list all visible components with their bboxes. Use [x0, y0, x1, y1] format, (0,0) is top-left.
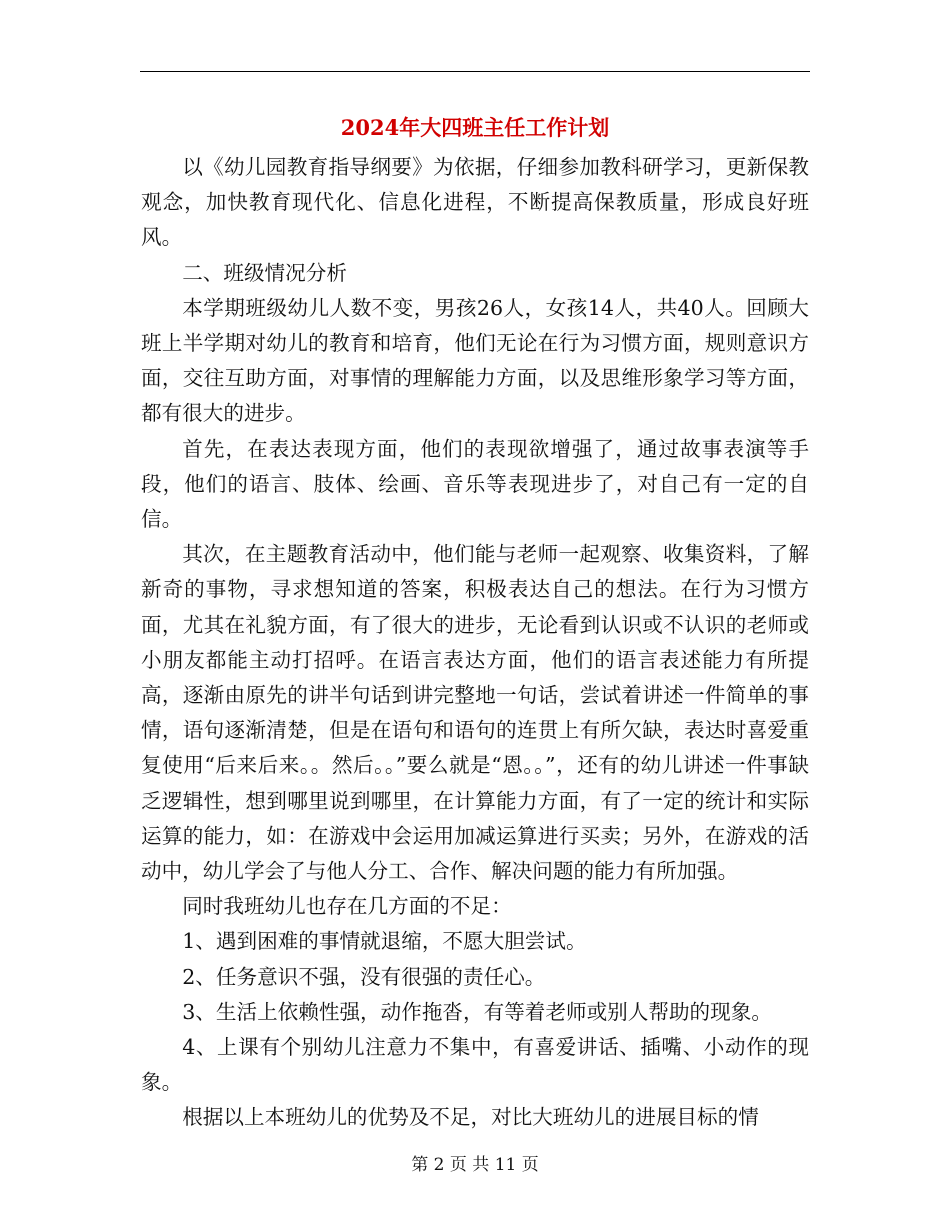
paragraph-shortcomings-intro: 同时我班幼儿也存在几方面的不足：: [182, 894, 512, 919]
page-number: 第 2 页 共 11 页: [411, 1155, 539, 1175]
list-item-1: 1、遇到困难的事情就退缩，不愿大胆尝试。: [182, 929, 587, 954]
paragraph-class-size: 本学期班级幼儿人数不变，男孩26人，女孩14人，共40人。回顾大班上半学期对幼儿的教育和培育，他们无论在行为习惯方面，规则意识方面，交往互助方面，对事情的理解能力方面，以及思维形象学习等方面，都有很大的进步。: [141, 295, 809, 426]
paragraph-intro: 以《幼儿园教育指导纲要》为依据，仔细参加教科研学习，更新保教观念，加快教育现代化、信息化进程，不断提高保教质量，形成良好班风。: [141, 155, 809, 250]
list-item-2: 2、任务意识不强，没有很强的责任心。: [182, 964, 546, 989]
list-item-4: 4、上课有个别幼儿注意力不集中，有喜爱讲话、插嘴、小动作的现象。: [141, 1035, 809, 1095]
section-heading-class-analysis: 二、班级情况分析: [182, 260, 347, 285]
paragraph-conclusion: 根据以上本班幼儿的优势及不足，对比大班幼儿的进展目标的情: [182, 1105, 759, 1130]
document-body: [141, 150, 809, 1136]
list-item-3: 3、生活上依赖性强，动作拖沓，有等着老师或别人帮助的现象。: [182, 999, 772, 1024]
paragraph-expression: 首先，在表达表现方面，他们的表现欲增强了，通过故事表演等手段，他们的语言、肢体、绘画、音乐等表现进步了，对自己有一定的自信。: [141, 436, 809, 532]
header-rule: [140, 71, 810, 72]
document-title: 2024年大四班主任工作计划: [340, 115, 610, 140]
paragraph-activities: 其次，在主题教育活动中，他们能与老师一起观察、收集资料，了解新奇的事物，寻求想知道的答案，积极表达自己的想法。在行为习惯方面，尤其在礼貌方面，有了很大的进步，无论看到认识或不认识的老师或小朋友都能主动打招呼。在语言表达方面，他们的语言表述能力有所提高，逐渐由原先的讲半句话到讲完整地一句话，尝试着讲述一件简单的事情，语句逐渐清楚，但是在语句和语句的连贯上有所欠缺，表达时喜爱重复使用“后来后来。。然后。。”要么就是“恩。。”，还有的幼儿讲述一件事缺乏逻辑性，想到哪里说到哪里，在计算能力方面，有了一定的统计和实际运算的能力，如：在游戏中会运用加减运算进行买卖；另外，在游戏的活动中，幼儿学会了与他人分工、合作、解决问题的能力有所加强。: [141, 542, 809, 884]
